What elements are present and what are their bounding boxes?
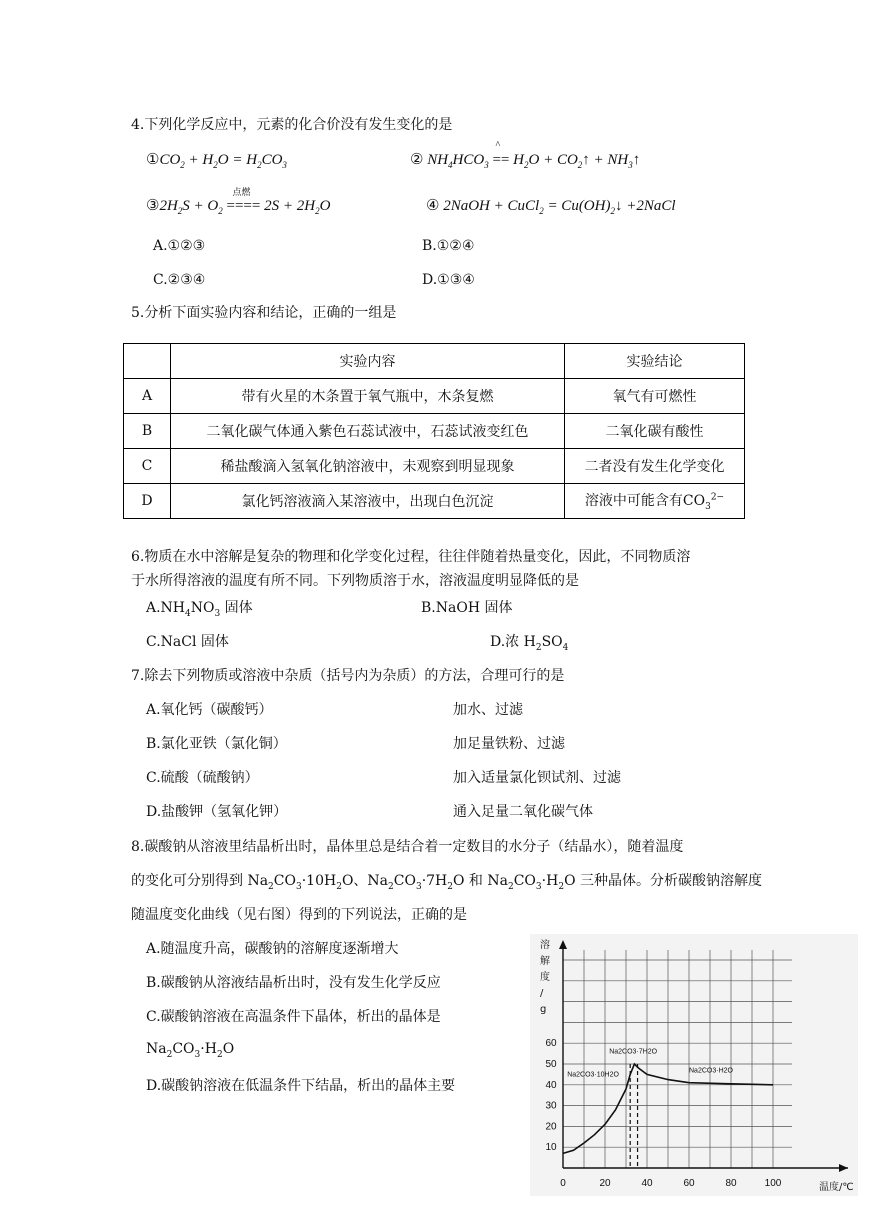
x-axis-label: 温度/℃ bbox=[819, 1182, 854, 1193]
y-axis-label-char: / bbox=[540, 988, 544, 999]
y-tick-label: 40 bbox=[545, 1079, 557, 1091]
q7-method-a: 加水、过滤 bbox=[453, 702, 523, 718]
table-cell: 二氧化碳有酸性 bbox=[565, 414, 745, 449]
solubility-chart-svg bbox=[530, 934, 858, 1196]
crystal-label: Na2CO3·H2O bbox=[689, 1067, 733, 1075]
table-cell: 氯化钙溶液滴入某溶液中，出现白色沉淀 bbox=[171, 484, 565, 519]
x-tick-label: 80 bbox=[725, 1178, 737, 1189]
q8-option-c[interactable]: C.碳酸钠溶液在高温条件下晶体，析出的晶体是 bbox=[146, 1009, 441, 1025]
crystal-label: Na2CO3·10H2O bbox=[567, 1071, 619, 1079]
q7-stem: 7.除去下列物质或溶液中杂质（括号内为杂质）的方法，合理可行的是 bbox=[131, 668, 565, 684]
table-header-row bbox=[124, 344, 745, 379]
y-tick-label: 30 bbox=[545, 1100, 557, 1112]
x-tick-label: 60 bbox=[683, 1178, 695, 1189]
q4-equation-3: $③2H_2S + O_2$ 点燃 ==== $2S + 2H_2O$ bbox=[146, 187, 331, 216]
q6-option-b[interactable]: B.NaOH 固体 bbox=[421, 600, 513, 616]
table-cell: 带有火星的木条置于氧气瓶中，木条复燃 bbox=[171, 379, 565, 414]
q4-option-b[interactable]: B.①②④ bbox=[422, 238, 475, 254]
q6-option-a[interactable]: $A.NH_4NO_3$ 固体 bbox=[146, 600, 253, 619]
q8-stem-line2: 的变化可分别得到 $Na_2CO_3\cdot 10H_2O$、$Na_2CO_3\cdot 7H_2O$ 和 $Na_2CO_3\cdot H_2O$ 三种晶体。分析碳酸钠溶解度 bbox=[131, 873, 762, 892]
table-cell: C bbox=[124, 449, 171, 484]
q5-table bbox=[123, 343, 745, 519]
table-cell: A bbox=[124, 379, 171, 414]
q4-equation-1: $①CO_2 + H_2O = H_2CO_3$ bbox=[146, 152, 287, 170]
x-tick-label: 20 bbox=[599, 1178, 611, 1189]
table-cell: 氧气有可燃性 bbox=[565, 379, 745, 414]
table-cell: 稀盐酸滴入氢氧化钠溶液中，未观察到明显现象 bbox=[171, 449, 565, 484]
table-cell: 二氧化碳气体通入紫色石蕊试液中，石蕊试液变红色 bbox=[171, 414, 565, 449]
y-tick-label: 60 bbox=[545, 1038, 557, 1050]
y-tick-label: 10 bbox=[545, 1142, 557, 1154]
solubility-chart bbox=[530, 934, 858, 1196]
table-row bbox=[124, 379, 745, 414]
x-tick-label: 0 bbox=[560, 1178, 566, 1189]
x-axis-arrow bbox=[839, 1164, 848, 1172]
q4-option-a[interactable]: A.①②③ bbox=[153, 238, 206, 254]
q5-stem: 5.分析下面实验内容和结论，正确的一组是 bbox=[131, 305, 397, 321]
q7-option-d[interactable]: D.盐酸钾（氢氧化钾） bbox=[146, 804, 288, 820]
q8-option-a[interactable]: A.随温度升高，碳酸钠的溶解度逐渐增大 bbox=[146, 941, 399, 957]
crystal-label: Na2CO3·7H2O bbox=[609, 1048, 658, 1056]
q4-equation-4: ④ 2NaOH + CuCl$_2$ = $Cu(OH)_2↓$ +2NaCl bbox=[426, 198, 676, 216]
y-axis-arrow bbox=[559, 940, 567, 949]
q8-stem-line3: 随温度变化曲线（见右图）得到的下列说法，正确的是 bbox=[131, 907, 467, 923]
y-tick-label: 20 bbox=[545, 1121, 557, 1133]
x-tick-label: 40 bbox=[641, 1178, 653, 1189]
q6-stem-line2: 于水所得溶液的温度有所不同。下列物质溶于水，溶液温度明显降低的是 bbox=[131, 573, 579, 589]
q7-method-b: 加足量铁粉、过滤 bbox=[453, 736, 565, 752]
q8-option-b[interactable]: B.碳酸钠从溶液结晶析出时，没有发生化学反应 bbox=[146, 975, 441, 991]
q8-option-c-cont: $Na_2CO_3\cdot H_2O$ bbox=[146, 1041, 235, 1060]
table-row bbox=[124, 484, 745, 519]
q4-equation-2: ② $NH_4HCO_3$ ^ == $H_2O$ + $CO_2↑$ + $NH_3↑$ bbox=[410, 140, 641, 170]
q6-stem-line1: 6.物质在水中溶解是复杂的物理和化学变化过程，往往伴随着热量变化，因此，不同物质溶 bbox=[131, 549, 691, 565]
q8-stem-line1: 8.碳酸钠从溶液里结晶析出时，晶体里总是结合着一定数目的水分子（结晶水），随着温度 bbox=[131, 839, 684, 855]
y-axis-label-char: 溶 bbox=[540, 940, 550, 951]
q7-method-c: 加入适量氯化钡试剂、过滤 bbox=[453, 770, 621, 786]
q7-method-d: 通入足量二氧化碳气体 bbox=[453, 804, 593, 820]
table-cell: 二者没有发生化学变化 bbox=[565, 449, 745, 484]
x-tick-label: 100 bbox=[764, 1178, 782, 1189]
q7-option-b[interactable]: B.氯化亚铁（氯化铜） bbox=[146, 736, 287, 752]
table-header-cell: 实验内容 bbox=[171, 344, 565, 379]
y-axis-label-char: 解 bbox=[540, 956, 550, 967]
table-row bbox=[124, 449, 745, 484]
q7-option-c[interactable]: C.硫酸（硫酸钠） bbox=[146, 770, 259, 786]
table-row bbox=[124, 414, 745, 449]
y-axis-label-char: g bbox=[540, 1004, 547, 1015]
q6-option-c[interactable]: C.NaCl 固体 bbox=[146, 634, 229, 650]
q4-option-d[interactable]: D.①③④ bbox=[422, 272, 475, 288]
table-cell: D bbox=[124, 484, 171, 519]
y-axis-label-char: 度 bbox=[540, 972, 550, 983]
table-header-cell: 实验结论 bbox=[565, 344, 745, 379]
q8-option-d[interactable]: D.碳酸钠溶液在低温条件下结晶，析出的晶体主要 bbox=[146, 1078, 456, 1094]
table-cell: 溶液中可能含有$CO_3^{2-}$ bbox=[565, 484, 745, 519]
y-tick-label: 50 bbox=[545, 1059, 557, 1070]
q4-stem: 4.下列化学反应中，元素的化合价没有发生变化的是 bbox=[131, 117, 453, 133]
table-cell: B bbox=[124, 414, 171, 449]
q6-option-d[interactable]: D.浓 $H_2SO_4$ bbox=[490, 634, 569, 653]
q4-option-c[interactable]: C.②③④ bbox=[153, 272, 206, 288]
table-header-cell bbox=[124, 344, 171, 379]
q7-option-a[interactable]: A.氧化钙（碳酸钙） bbox=[146, 702, 273, 718]
